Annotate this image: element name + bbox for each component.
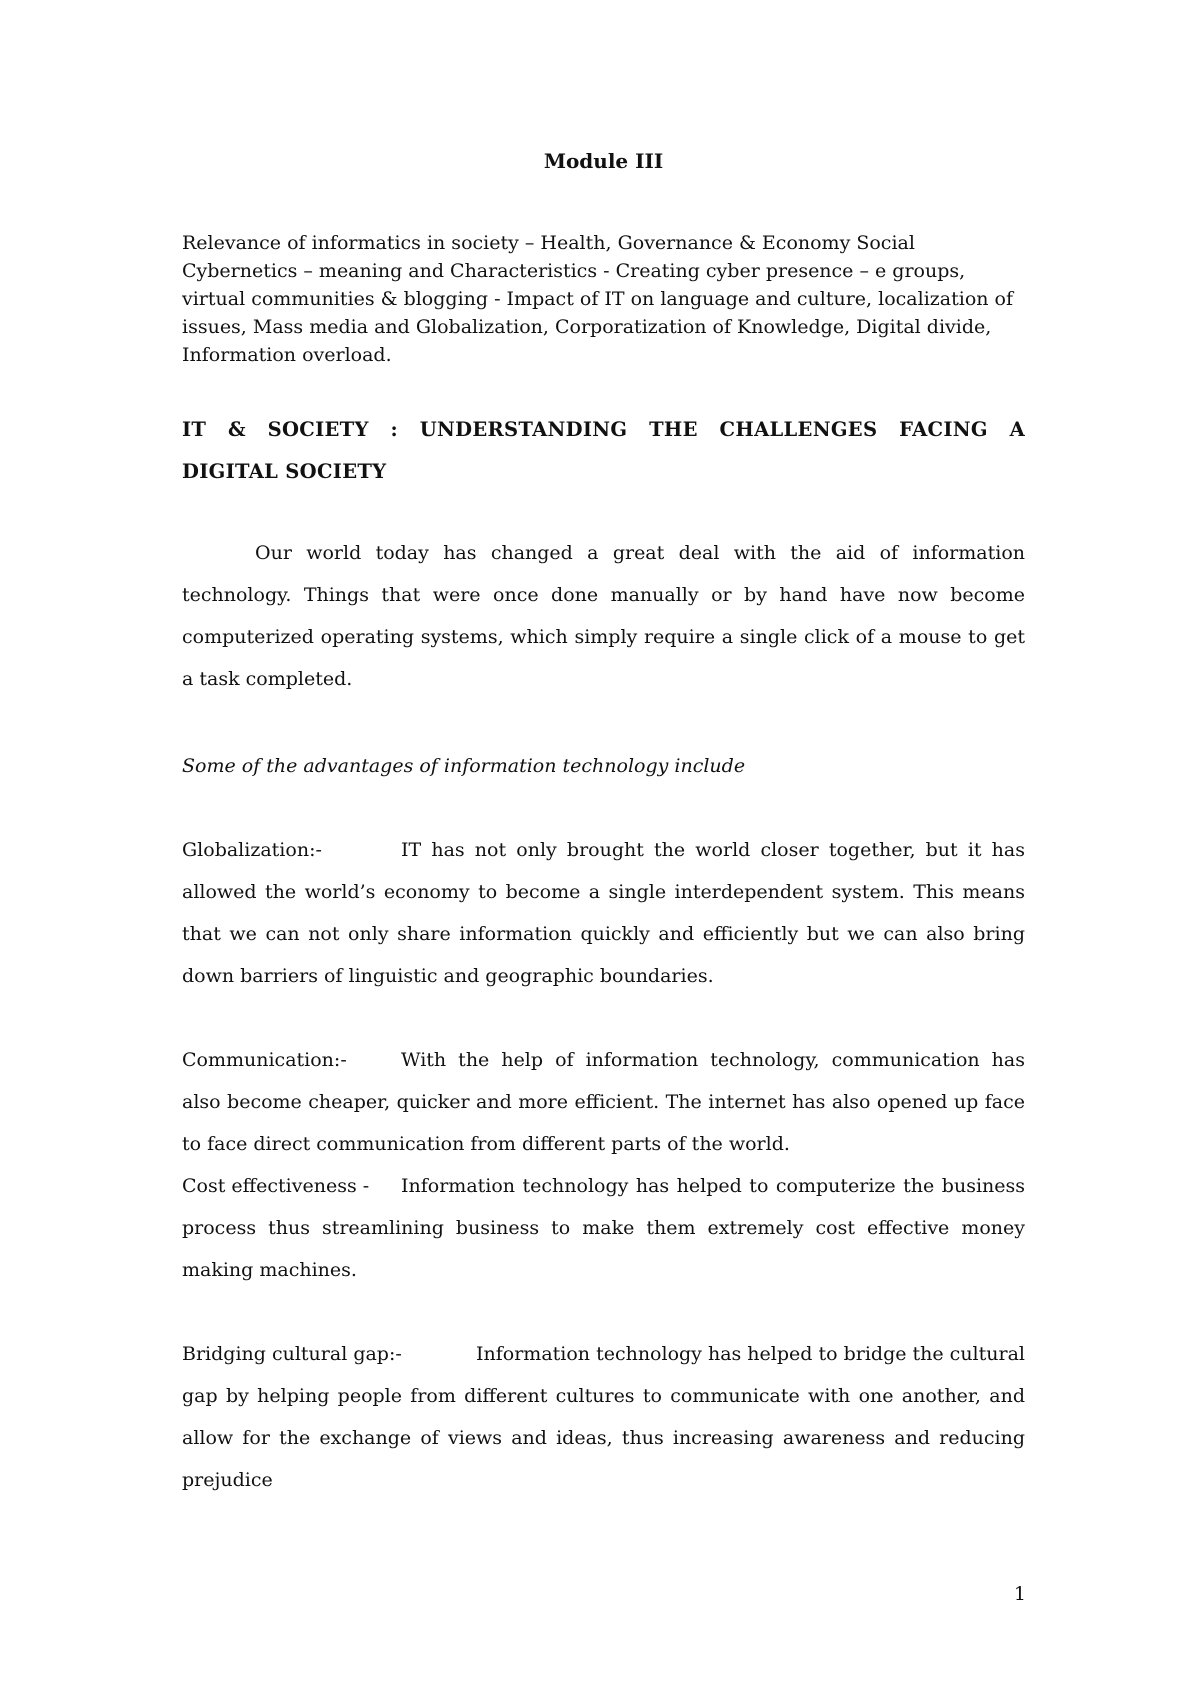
advantage-term: Bridging cultural gap:- bbox=[182, 1343, 402, 1365]
advantage-bridging-cultural-gap bbox=[182, 1333, 1025, 1501]
advantage-text: Information technology has helped to bridge the cultural gap by helping people from different cultures to communicate with one another, and allow for the exchange of views and ideas, thus increasing awareness and reducing prejudice bbox=[182, 1343, 1025, 1491]
advantage-communication bbox=[182, 1039, 1025, 1165]
advantage-cost-effectiveness bbox=[182, 1165, 1025, 1291]
page-number: 1 bbox=[1013, 1583, 1026, 1605]
section-heading bbox=[182, 409, 1025, 493]
advantage-text: Information technology has helped to computerize the business process thus streamlining business to make them extremely cost effective money making machines. bbox=[182, 1175, 1025, 1281]
syllabus-paragraph: Relevance of informatics in society – Health, Governance & Economy Social Cybernetics – meaning and Characteristics - Creating cyber presence – e groups, virtual communities & blogging - Impact of IT on language and culture, localization of issues, Mass media and Globalization, Corporatization of Knowledge, Digital divide, Information overload. bbox=[182, 232, 1014, 366]
section-heading-line-1: IT & SOCIETY : UNDERSTANDING THE CHALLENGES FACING A bbox=[182, 418, 1025, 441]
advantage-text: IT has not only brought the world closer together, but it has allowed the world’s economy to become a single interdependent system. This means that we can not only share information quickly and efficiently but we can also bring down barriers of linguistic and geographic boundaries. bbox=[182, 839, 1025, 987]
advantages-intro: Some of the advantages of information technology include bbox=[182, 755, 746, 777]
advantage-globalization bbox=[182, 829, 1025, 997]
advantage-term: Communication:- bbox=[182, 1049, 347, 1071]
advantage-term: Cost effectiveness - bbox=[182, 1175, 370, 1197]
advantage-term: Globalization:- bbox=[182, 839, 322, 861]
module-title: Module III bbox=[543, 149, 664, 173]
intro-paragraph: Our world today has changed a great deal with the aid of information technology. Things that were once done manually or by hand have now become computerized operating systems, which simply require a single click of a mouse to get a task completed. bbox=[182, 542, 1025, 690]
section-heading-line-2: DIGITAL SOCIETY bbox=[182, 460, 387, 483]
advantage-text: With the help of information technology, communication has also become cheaper, quicker and more efficient. The internet has also opened up face to face direct communication from different parts of the world. bbox=[182, 1049, 1025, 1155]
